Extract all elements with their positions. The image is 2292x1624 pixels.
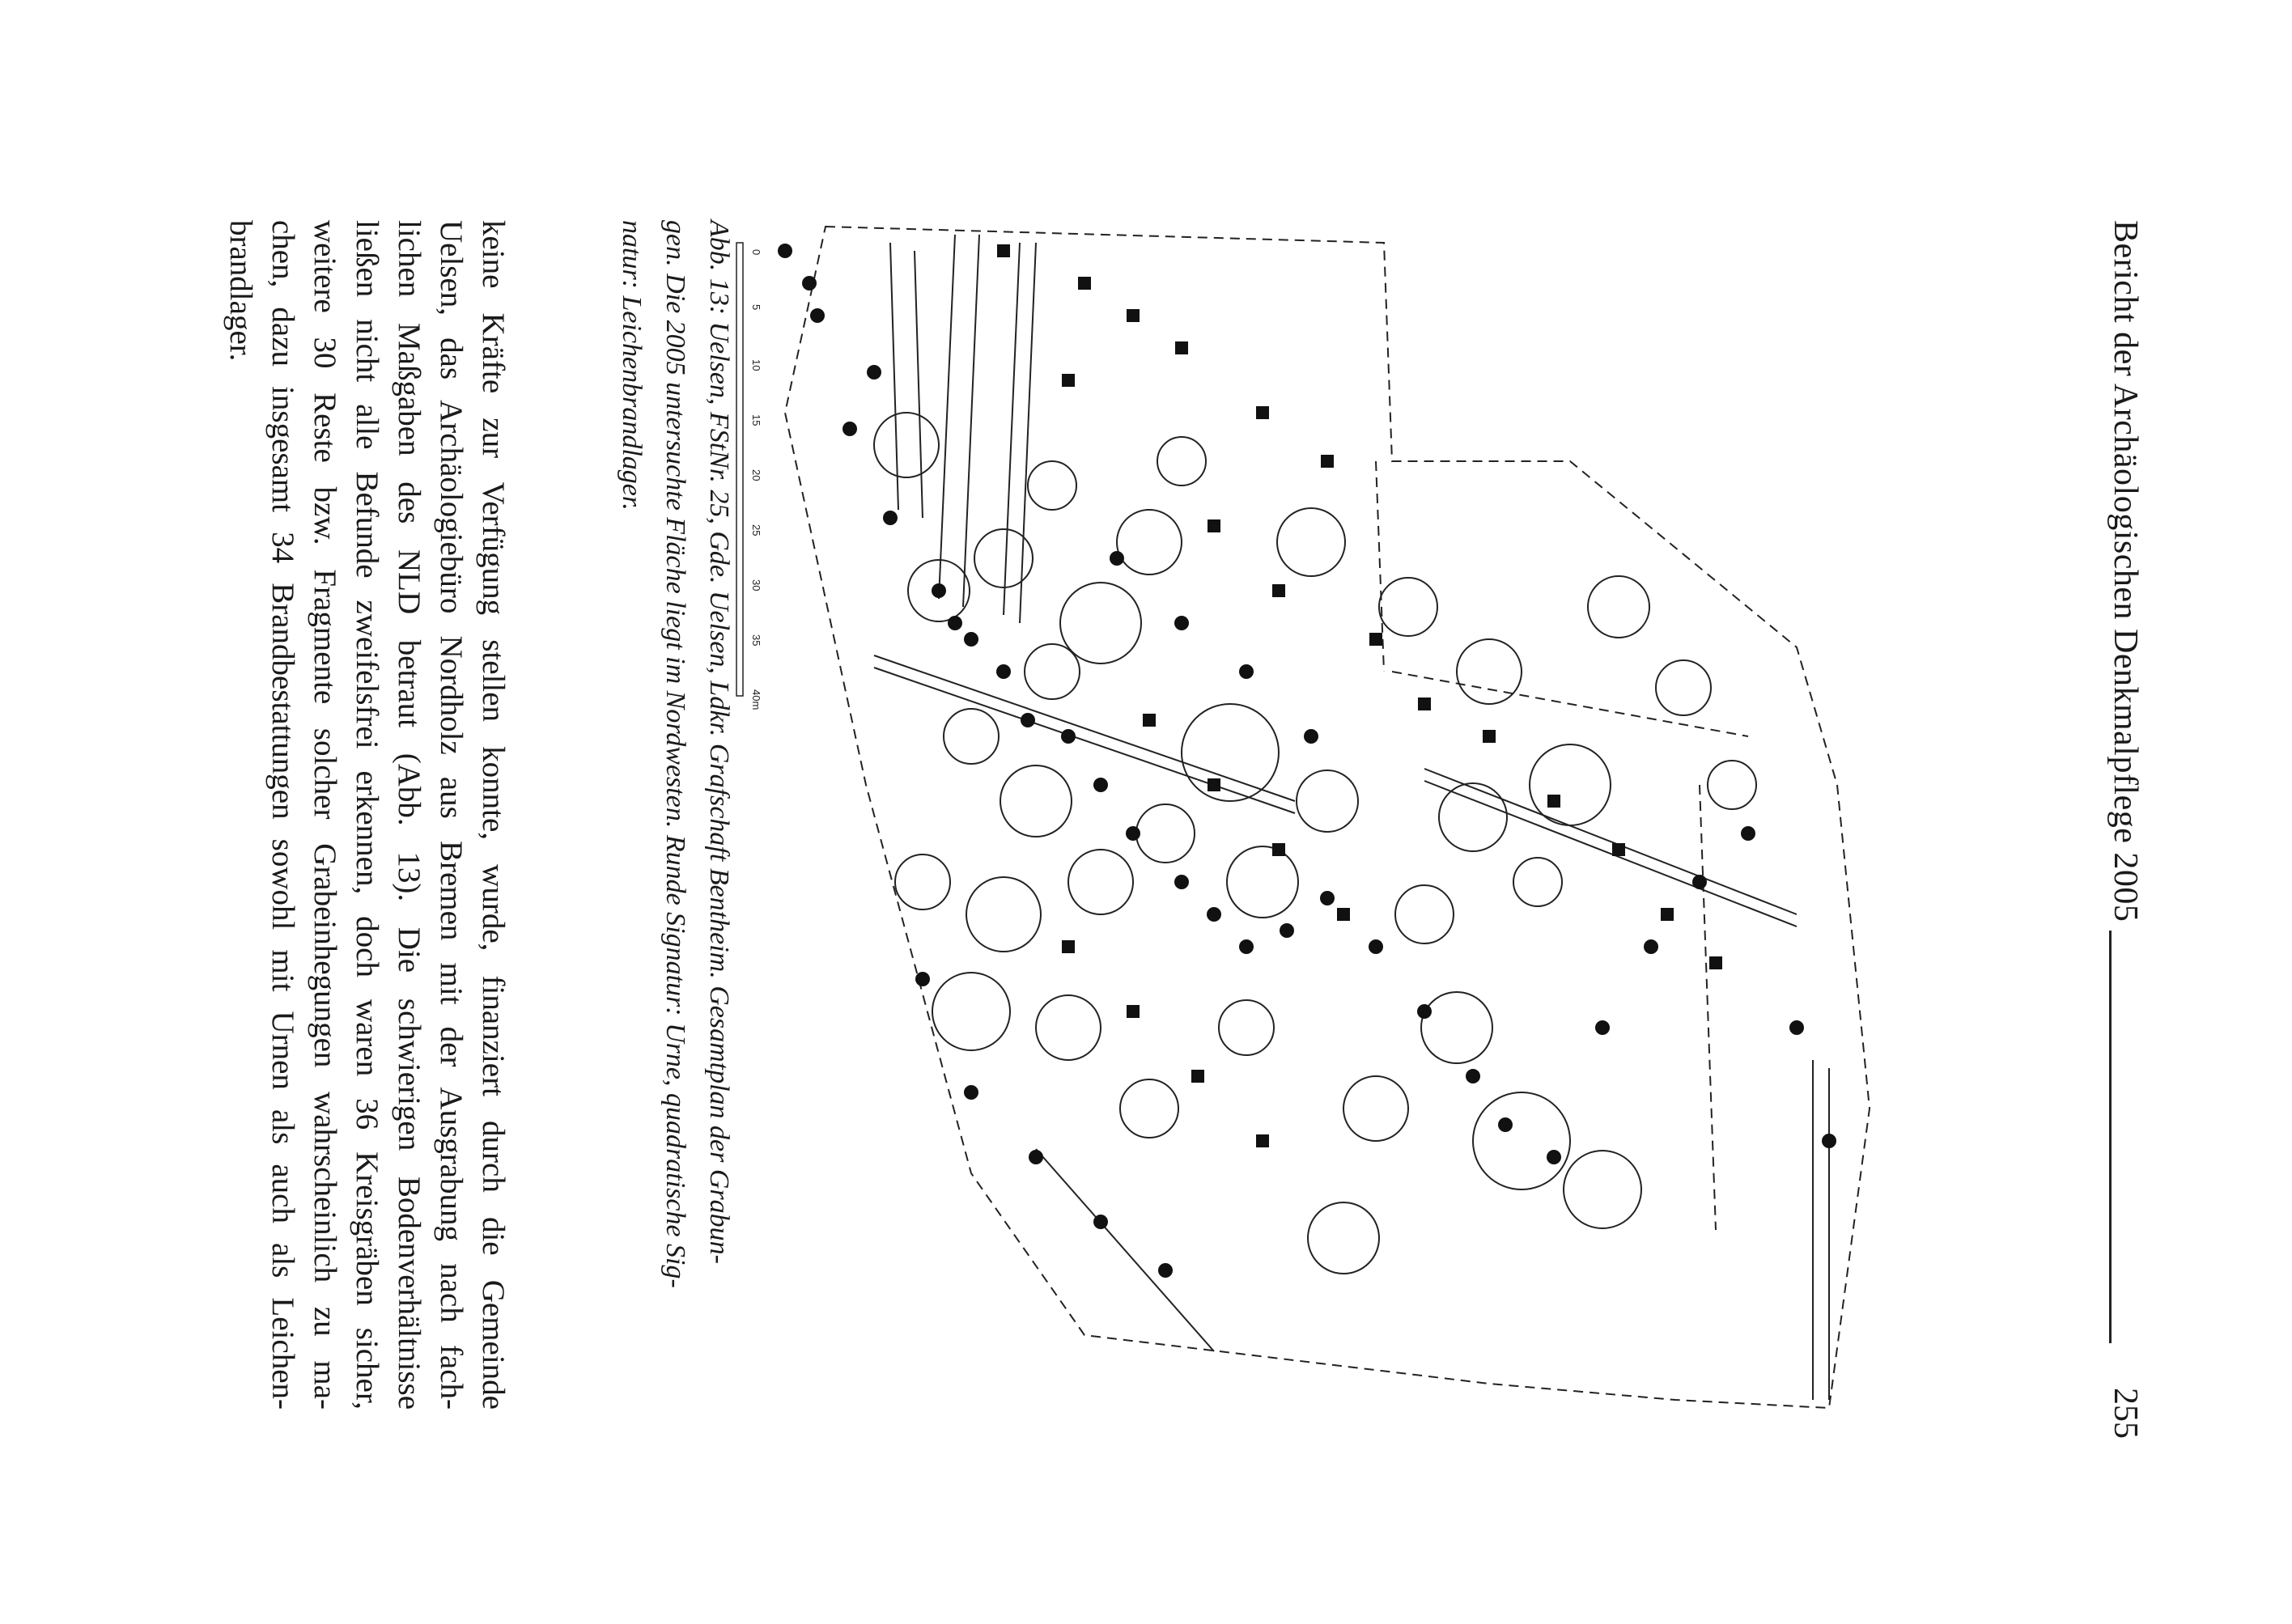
cremation-deposit-marker	[1062, 374, 1075, 387]
ring-ditch	[1117, 510, 1182, 575]
cremation-deposit-marker	[1143, 714, 1156, 727]
running-header	[2106, 220, 2145, 922]
caption-line: gen. Die 2005 untersuchte Fläche liegt im Nordwesten. Runde Signatur: Urne, quadratische Sig-	[660, 220, 690, 1288]
urn-marker	[1304, 729, 1318, 744]
urn-marker	[932, 583, 946, 598]
ring-ditch	[932, 973, 1010, 1050]
cremation-deposit-marker	[1175, 341, 1188, 354]
ring-ditch	[1028, 461, 1076, 510]
urn-marker	[996, 664, 1011, 679]
cremation-deposit-marker	[1418, 698, 1431, 710]
ring-ditch	[944, 709, 999, 764]
body-text	[219, 220, 514, 1410]
figure-caption	[609, 220, 741, 1288]
scale-tick-label: 5	[750, 304, 762, 311]
scale-tick-label: 10	[750, 359, 762, 371]
cremation-deposit-marker	[1208, 778, 1220, 791]
urn-marker	[1174, 616, 1189, 630]
urn-marker	[843, 422, 857, 436]
urn-marker	[1093, 1215, 1108, 1229]
urn-marker	[1320, 891, 1335, 905]
cremation-deposit-marker	[1208, 519, 1220, 532]
ring-ditch	[1308, 1202, 1379, 1274]
ring-ditch	[1530, 744, 1611, 825]
urn-marker	[1029, 1150, 1043, 1164]
caption-line: natur: Leichenbrandlager.	[617, 220, 647, 511]
cremation-deposit-marker	[1321, 455, 1334, 468]
ring-ditch	[1513, 858, 1562, 906]
cremation-deposit-marker	[1272, 584, 1285, 597]
cremation-deposit-marker	[1369, 633, 1382, 646]
ring-ditch	[1227, 846, 1298, 918]
urn-marker	[1369, 939, 1383, 954]
scale-tick-label: 15	[750, 414, 762, 426]
urn-marker	[915, 972, 930, 986]
ring-ditch	[974, 529, 1033, 587]
urn-marker	[1595, 1020, 1610, 1035]
urn-marker	[1110, 551, 1124, 566]
ring-ditch	[1277, 508, 1345, 576]
header-rule	[2109, 931, 2112, 1343]
body-line: keine Kräfte zur Verfügung stellen konnte, wurde, finanziert durch die Gemeinde	[476, 220, 511, 1410]
cremation-deposit-marker	[1612, 843, 1625, 856]
cremation-deposit-marker	[1709, 956, 1722, 969]
urn-marker	[1239, 664, 1254, 679]
cremation-deposit-marker	[1272, 843, 1285, 856]
cremation-deposit-marker	[1256, 406, 1269, 419]
urn-marker	[883, 511, 898, 525]
scale-tick-label: 30	[750, 579, 762, 592]
ring-ditch	[1379, 578, 1437, 636]
urn-marker	[778, 244, 792, 258]
scale-tick-label: 40m	[750, 689, 762, 710]
cremation-deposit-marker	[1078, 277, 1091, 290]
ring-ditch	[1060, 583, 1141, 664]
urn-marker	[1692, 875, 1707, 889]
scale-tick-label: 0	[750, 249, 762, 256]
ring-ditch	[1068, 850, 1133, 914]
urn-marker	[1174, 875, 1189, 889]
ring-ditch	[895, 854, 950, 910]
urn-marker	[948, 616, 962, 630]
excavation-plan	[750, 218, 2039, 1416]
urn-marker	[1741, 826, 1755, 841]
ring-ditch	[1219, 1000, 1274, 1055]
trench-line	[1424, 781, 1797, 926]
urn-marker	[1498, 1117, 1513, 1132]
ring-ditch	[1473, 1092, 1570, 1189]
cremation-deposit-marker	[1547, 795, 1560, 808]
urn-marker	[1280, 923, 1294, 938]
body-line: weitere 30 Reste bzw. Fragmente solcher Grabeinhegungen wahrscheinlich zu ma-	[308, 220, 342, 1410]
caption-line: Abb. 13: Uelsen, FStNr. 25, Gde. Uelsen, Ldkr. Grafschaft Bentheim. Gesamtplan der Grabun-	[704, 220, 734, 1264]
trench-line	[874, 668, 1295, 813]
ring-ditch	[1297, 770, 1358, 832]
ring-ditch	[1439, 783, 1507, 851]
ring-ditch	[1457, 639, 1522, 704]
urn-marker	[1789, 1020, 1804, 1035]
urn-marker	[1093, 778, 1108, 792]
urn-marker	[1466, 1069, 1480, 1083]
urn-marker	[810, 308, 825, 323]
ring-ditch	[1025, 644, 1080, 699]
urn-marker	[1417, 1004, 1432, 1019]
urn-marker	[1061, 729, 1076, 744]
ring-ditch	[1656, 660, 1711, 715]
cremation-deposit-marker	[1062, 940, 1075, 953]
ring-ditch	[1120, 1079, 1178, 1138]
urn-marker	[802, 276, 817, 290]
page-number: 255	[2107, 1388, 2144, 1439]
cremation-deposit-marker	[1127, 309, 1140, 322]
urn-marker	[1822, 1134, 1836, 1148]
urn-marker	[1644, 939, 1658, 954]
urn-marker	[1021, 713, 1035, 727]
ring-ditch	[1564, 1151, 1641, 1228]
urn-marker	[964, 1085, 978, 1100]
urn-marker	[964, 632, 978, 647]
body-line: brandlager.	[223, 220, 258, 362]
ring-ditch	[1421, 992, 1492, 1063]
urn-marker	[867, 365, 881, 379]
ring-ditch	[1588, 576, 1649, 638]
ring-ditch	[1000, 765, 1072, 837]
urn-marker	[1126, 826, 1140, 841]
cremation-deposit-marker	[1256, 1134, 1269, 1147]
cremation-deposit-marker	[1191, 1070, 1204, 1083]
urn-marker	[1158, 1263, 1173, 1278]
ring-ditch	[1708, 761, 1756, 809]
body-line: ließen nicht alle Befunde zweifelsfrei erkennen, doch waren 36 Kreisgräben sicher,	[350, 220, 384, 1410]
ring-ditch	[966, 877, 1041, 952]
cremation-deposit-marker	[1127, 1005, 1140, 1018]
body-line: chen, dazu insgesamt 34 Brandbestattungen sowohl mit Urnen als auch als Leichen-	[265, 220, 300, 1410]
grave-markers	[778, 244, 1836, 1278]
ring-ditch	[1343, 1076, 1408, 1141]
scale-tick-label: 20	[750, 469, 762, 481]
cremation-deposit-marker	[1661, 908, 1674, 921]
body-line: lichen Maßgaben des NLD betraut (Abb. 13). Die schwierigen Bodenverhältnisse	[392, 220, 427, 1410]
trench-line	[874, 655, 1295, 801]
cremation-deposit-marker	[1337, 908, 1350, 921]
urn-marker	[1207, 907, 1221, 922]
scale-tick-label: 35	[750, 634, 762, 647]
scale-tick-label: 25	[750, 524, 762, 536]
cremation-deposit-marker	[997, 244, 1010, 257]
ring-ditch	[1036, 995, 1101, 1060]
urn-marker	[1239, 939, 1254, 954]
header-title: Bericht der Archäologischen Denkmalpflege 2005	[2107, 220, 2144, 922]
ring-ditch	[1157, 437, 1206, 486]
ring-ditch	[1182, 704, 1279, 801]
ring-ditch	[1136, 804, 1195, 863]
cremation-deposit-marker	[1483, 730, 1496, 743]
body-line: Uelsen, das Archäologiebüro Nordholz aus Bremen mit der Ausgrabung nach fach-	[434, 220, 469, 1410]
urn-marker	[1547, 1150, 1561, 1164]
ring-ditch	[874, 413, 939, 477]
ring-ditch	[1395, 885, 1454, 943]
